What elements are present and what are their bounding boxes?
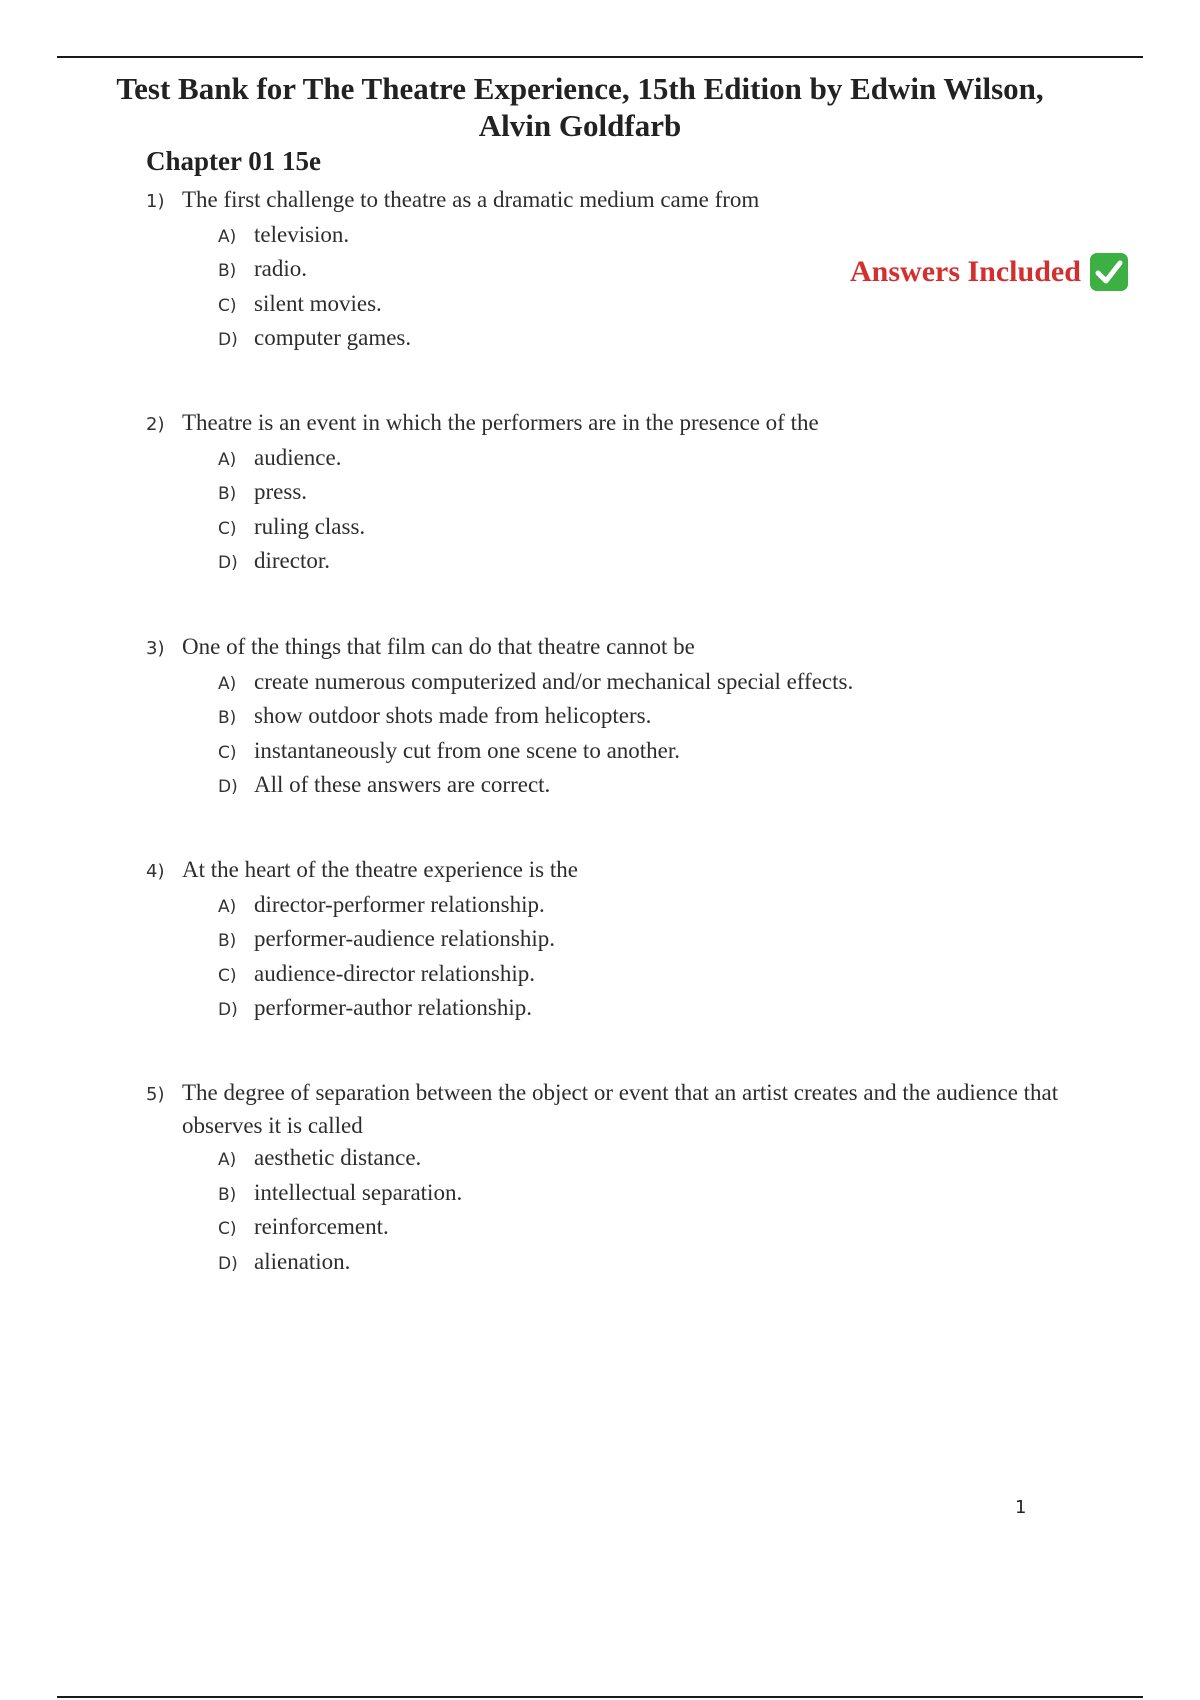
option-c	[218, 1211, 1086, 1246]
option-text: performer-audience relationship.	[254, 926, 555, 951]
question-stem: The degree of separation between the object or event that an artist creates and the audience that observes it is called	[182, 1080, 1059, 1138]
answer-options	[218, 1142, 1086, 1280]
answer-options	[218, 666, 1086, 804]
option-text: radio.	[254, 256, 308, 281]
question-stem: At the heart of the theatre experience is the	[182, 857, 578, 882]
option-text: All of these answers are correct.	[254, 772, 551, 797]
option-b	[218, 253, 1086, 288]
option-d	[218, 992, 1086, 1027]
option-letter: D)	[218, 1000, 238, 1020]
option-c	[218, 958, 1086, 993]
question-1	[146, 184, 1086, 373]
option-c	[218, 511, 1086, 546]
option-text: press.	[254, 479, 308, 504]
option-b	[218, 700, 1086, 735]
option-letter: D)	[218, 777, 238, 797]
option-text: aesthetic distance.	[254, 1145, 422, 1170]
option-letter: A)	[218, 896, 237, 917]
option-letter: C)	[218, 1219, 237, 1239]
question-number: 1)	[146, 191, 165, 212]
option-d	[218, 1246, 1086, 1281]
title-line-1: Test Bank for The Theatre Experience, 15th Edition by Edwin Wilson,	[116, 71, 1044, 106]
option-a	[218, 219, 1086, 254]
option-text: ruling class.	[254, 513, 366, 539]
option-letter: A)	[218, 673, 237, 694]
option-a	[218, 1142, 1086, 1177]
question-5	[146, 1077, 1086, 1296]
option-text: intellectual separation.	[254, 1179, 463, 1205]
badge-label: Answers Included	[850, 255, 1081, 288]
option-text: silent movies.	[254, 290, 382, 316]
option-letter: A)	[218, 449, 237, 470]
option-letter: B)	[218, 708, 237, 728]
option-letter: D)	[218, 553, 238, 573]
option-text: performer-author relationship.	[254, 995, 532, 1020]
option-letter: A)	[218, 1150, 237, 1170]
question-4	[146, 854, 1086, 1043]
option-letter: D)	[218, 1253, 238, 1274]
option-c	[218, 735, 1086, 770]
answer-options	[218, 889, 1086, 1027]
option-text: director.	[254, 548, 330, 573]
option-text: reinforcement.	[254, 1214, 389, 1239]
question-stem: The first challenge to theatre as a dramatic medium came from	[182, 187, 760, 212]
answer-options	[218, 442, 1086, 580]
question-number: 3)	[146, 638, 165, 659]
option-letter: B)	[218, 261, 237, 281]
option-c	[218, 288, 1086, 323]
bottom-rule	[57, 1696, 1143, 1698]
question-stem: Theatre is an event in which the performers are in the presence of the	[182, 410, 819, 435]
question-number: 5)	[146, 1084, 165, 1105]
question-2	[146, 407, 1086, 596]
page-number: 1	[1015, 1497, 1027, 1518]
option-letter: D)	[218, 330, 238, 350]
question-3	[146, 631, 1086, 820]
option-a	[218, 889, 1086, 924]
option-letter: C)	[218, 295, 237, 316]
option-letter: C)	[218, 742, 237, 763]
option-letter: B)	[218, 1184, 237, 1205]
option-a	[218, 442, 1086, 477]
answer-options	[218, 219, 1086, 357]
option-letter: A)	[218, 226, 237, 247]
question-number: 4)	[146, 861, 165, 882]
document-title	[80, 70, 1080, 144]
option-letter: C)	[218, 965, 237, 986]
option-letter: C)	[218, 518, 237, 539]
option-text: audience-director relationship.	[254, 960, 535, 986]
option-text: alienation.	[254, 1248, 351, 1274]
option-text: director-performer relationship.	[254, 891, 545, 917]
title-line-2: Alvin Goldfarb	[478, 108, 682, 143]
check-mark-button-icon	[1089, 252, 1129, 292]
option-text: instantaneously cut from one scene to another.	[254, 737, 681, 763]
option-letter: B)	[218, 484, 237, 504]
option-letter: B)	[218, 931, 237, 951]
option-d	[218, 322, 1086, 357]
option-text: computer games.	[254, 325, 412, 350]
question-stem: One of the things that film can do that theatre cannot be	[182, 634, 695, 659]
option-text: television.	[254, 221, 350, 247]
option-b	[218, 476, 1086, 511]
option-d	[218, 545, 1086, 580]
option-a	[218, 666, 1086, 701]
chapter-heading: Chapter 01 15e	[146, 146, 321, 176]
option-text: show outdoor shots made from helicopters.	[254, 703, 652, 728]
option-text: audience.	[254, 444, 342, 470]
option-b	[218, 1177, 1086, 1212]
option-text: create numerous computerized and/or mechanical special effects.	[254, 668, 854, 694]
option-d	[218, 769, 1086, 804]
option-b	[218, 923, 1086, 958]
top-rule	[57, 56, 1143, 58]
question-number: 2)	[146, 414, 165, 435]
